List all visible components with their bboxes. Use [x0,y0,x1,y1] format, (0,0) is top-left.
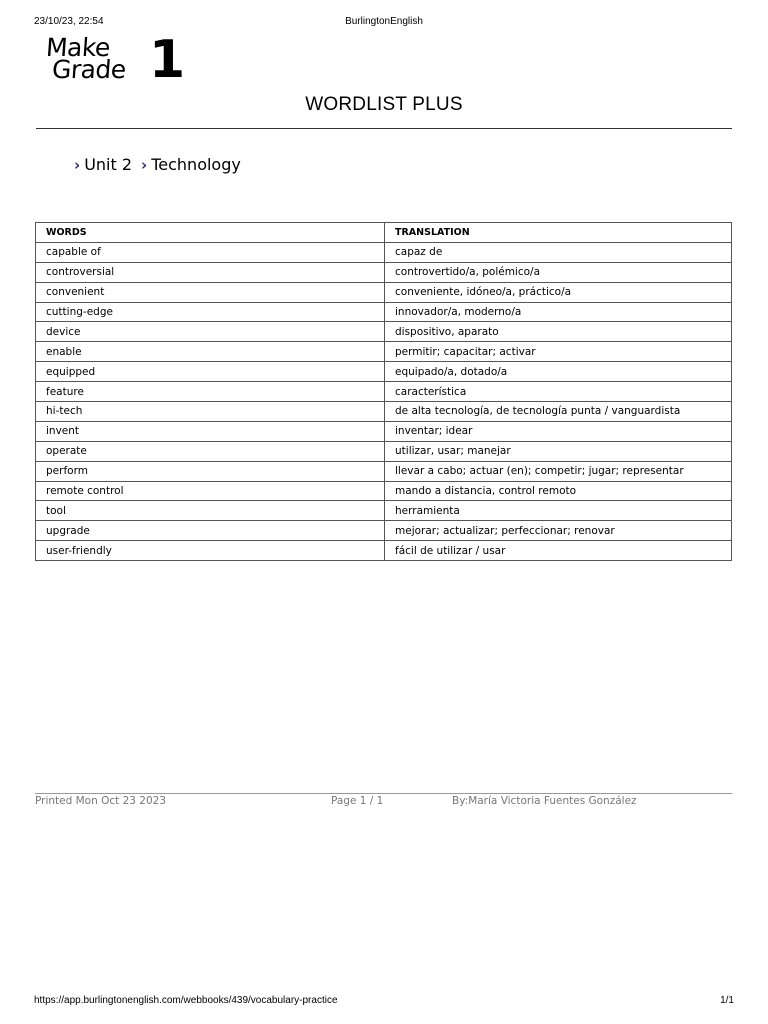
word-cell: upgrade [36,521,385,541]
word-cell: convenient [36,282,385,302]
table-row [36,421,732,441]
translation-cell: llevar a cabo; actuar (en); competir; jugar; representar [385,461,732,481]
word-cell: user-friendly [36,541,385,561]
chevron-right-icon: › [141,155,148,174]
column-header-words: WORDS [36,223,385,243]
translation-cell: capaz de [385,242,732,262]
document-footer [35,795,732,809]
table-row [36,322,732,342]
title-divider [36,128,732,129]
table-row [36,262,732,282]
breadcrumb-unit: Unit 2 [84,155,133,174]
table-row [36,402,732,422]
print-page-title: BurlingtonEnglish [345,16,423,27]
logo-word-grade: Grade [51,55,127,84]
word-cell: perform [36,461,385,481]
table-row [36,282,732,302]
table-header-row [36,223,732,243]
translation-cell: característica [385,382,732,402]
table-row [36,382,732,402]
translation-cell: dispositivo, aparato [385,322,732,342]
table-row [36,501,732,521]
word-cell: enable [36,342,385,362]
word-cell: tool [36,501,385,521]
print-footer [34,995,734,1009]
author-credit: By:María Victoria Fuentes González [452,795,637,807]
word-cell: invent [36,421,385,441]
chevron-right-icon: › [74,155,81,174]
table-row [36,362,732,382]
logo-word-make: Make [45,33,111,62]
word-cell: hi-tech [36,402,385,422]
translation-cell: controvertido/a, polémico/a [385,262,732,282]
print-header [34,16,734,30]
table-row [36,441,732,461]
word-cell: operate [36,441,385,461]
translation-cell: mando a distancia, control remoto [385,481,732,501]
translation-cell: permitir; capacitar; activar [385,342,732,362]
page-title: WORDLIST PLUS [305,94,463,115]
translation-cell: equipado/a, dotado/a [385,362,732,382]
footer-divider [35,793,732,794]
table-body [36,242,732,560]
table-row [36,481,732,501]
logo-level-number: 1 [149,30,186,90]
table-row [36,521,732,541]
table-row [36,242,732,262]
word-cell: cutting-edge [36,302,385,322]
make-grade-logo [44,30,194,92]
word-cell: controversial [36,262,385,282]
breadcrumb [74,155,250,174]
table-row [36,461,732,481]
translation-cell: conveniente, idóneo/a, práctico/a [385,282,732,302]
wordlist-table [35,222,732,561]
table-row [36,302,732,322]
printed-date: Printed Mon Oct 23 2023 [35,795,167,807]
column-header-translation: TRANSLATION [385,223,732,243]
table-row [36,342,732,362]
word-cell: device [36,322,385,342]
translation-cell: herramienta [385,501,732,521]
page-url: https://app.burlingtonenglish.com/webbooks/439/vocabulary-practice [34,995,338,1006]
translation-cell: innovador/a, moderno/a [385,302,732,322]
translation-cell: fácil de utilizar / usar [385,541,732,561]
print-datetime: 23/10/23, 22:54 [34,16,104,27]
translation-cell: mejorar; actualizar; perfeccionar; renovar [385,521,732,541]
breadcrumb-topic: Technology [151,155,241,174]
translation-cell: inventar; idear [385,421,732,441]
print-page-count: 1/1 [720,995,734,1006]
word-cell: equipped [36,362,385,382]
table-row [36,541,732,561]
page-counter: Page 1 / 1 [331,795,384,807]
translation-cell: de alta tecnología, de tecnología punta / vanguardista [385,402,732,422]
word-cell: capable of [36,242,385,262]
word-cell: remote control [36,481,385,501]
word-cell: feature [36,382,385,402]
translation-cell: utilizar, usar; manejar [385,441,732,461]
